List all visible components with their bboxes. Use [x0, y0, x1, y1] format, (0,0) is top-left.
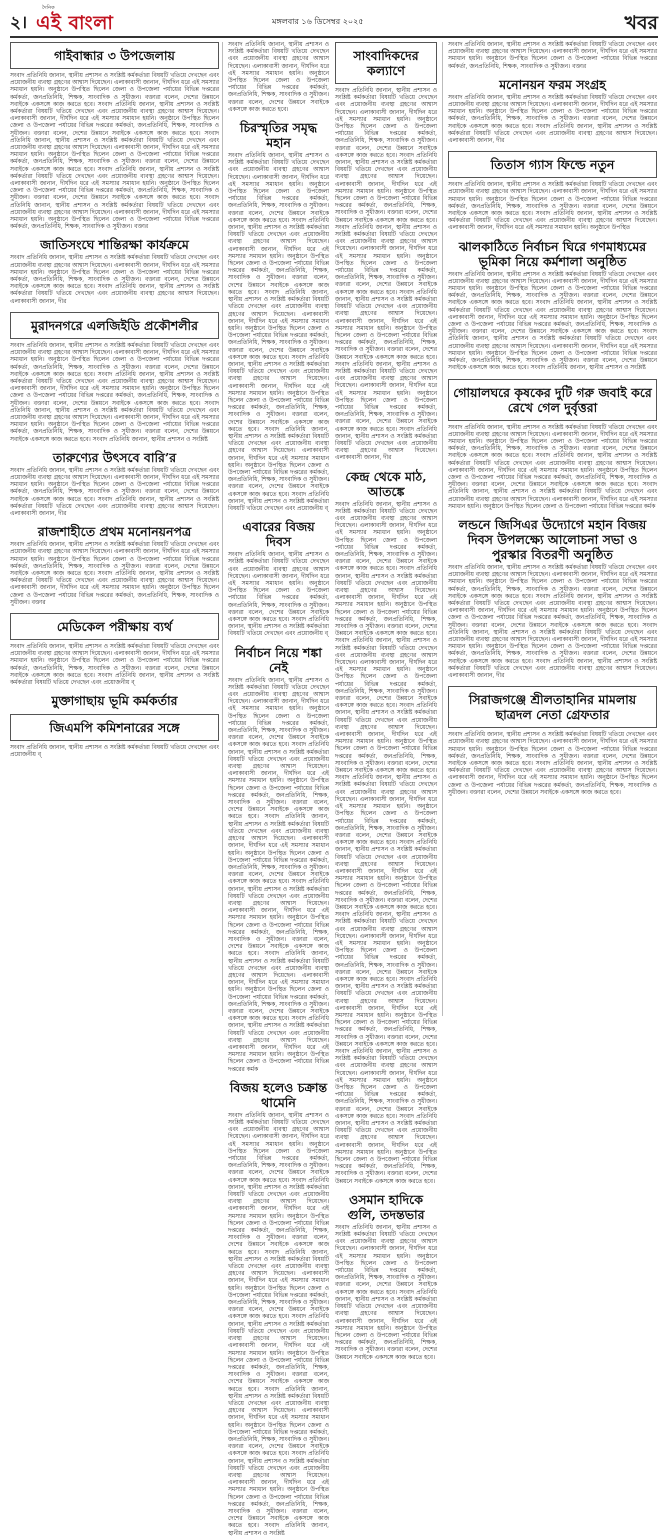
- article-body: সংবাদ প্রতিনিধি জানান, স্থানীয় প্রশাসন ও সংশ্লিষ্ট কর্মকর্তারা বিষয়টি খতিয়ে দেখছেন এবং প্রয়োজনীয় ব্যবস্থা গ্রহণের আশ্বাস দিয়েছেন। এলাকাবাসী জানান, দীর্ঘদিন ধরে এই সমস্যার সমাধান হয়নি। অনুষ্ঠানে উপস্থিত ছিলেন জেলা ও উপজেলা পর্যায়ের বিভিন্ন দপ্তরের কর্মকর্তা, জনপ্রতিনিধি, শিক্ষক, সাংবাদিক ও সুধীজন। বক্তারা বলেন, দেশের উন্নয়নে সবাইকে একসঙ্গে কাজ করতে হবে। সংবাদ প্রতিনিধি জানান, স্থানীয় প্রশাসন ও সংশ্লিষ্ট কর্মকর্তারা বিষয়টি খতিয়ে দেখছেন এবং প্রয়োজনীয় ব্যবস্থা গ্রহণের আশ্বাস দিয়েছেন। এলাকাবাসী জানান, দীর: [10, 467, 219, 517]
- news-article: [448, 686, 657, 797]
- article-headline: গাইবান্ধার ৩ উপজেলায়: [10, 42, 219, 69]
- article-headline: গোয়ালঘরে কৃষকের দুটি গরু জবাই করে রেখে গেল দুর্বৃত্তরা: [448, 379, 657, 421]
- article-body: সংবাদ প্রতিনিধি জানান, স্থানীয় প্রশাসন ও সংশ্লিষ্ট কর্মকর্তারা বিষয়টি খতিয়ে দেখছেন এবং প্রয়োজনীয় ব্যবস্থা গ্রহণের আশ্বাস দিয়েছেন। এলাকাবাসী জানান, দীর্ঘদিন ধরে এই সমস্যার সমাধান হয়নি। অনুষ্ঠানে উপস্থিত ছিলেন জেলা ও উপজেলা পর্যায়ের বিভিন্ন দপ্তরের কর্মকর্তা, জনপ্রতিনিধি, শিক্ষক, সাংবাদিক ও সুধীজন। বক্তারা বলেন, দেশের উন্নয়নে সবাইকে একসঙ্গে কাজ করতে হবে।: [228, 42, 329, 113]
- news-article: [10, 42, 219, 231]
- sub-column-right: [335, 42, 437, 1361]
- news-article: [10, 613, 219, 687]
- news-article: [228, 645, 329, 1074]
- news-article: [10, 524, 219, 607]
- article-headline: নির্বাচন নিয়ে শঙ্কা নেই: [235, 644, 322, 675]
- article-headline: লন্ডনে জিসিএর উদ্যোগে মহান বিজয় দিবস উপলক্ষ্যে আলোচনা সভা ও পুরস্কার বিতরণী অনুষ্ঠিত: [458, 516, 647, 562]
- news-article: [228, 1080, 329, 1538]
- article-headline: তারুণ্যের উৎসবে বারি’র: [52, 449, 177, 465]
- article-headline: কেন্দ্র থেকে মাঠ, আতঙ্কে: [345, 468, 427, 499]
- article-headline: রাজশাহীতে প্রথম মনোনয়নপত্র: [37, 524, 192, 540]
- article-body: সংবাদ প্রতিনিধি জানান, স্থানীয় প্রশাসন ও সংশ্লিষ্ট কর্মকর্তারা বিষয়টি খতিয়ে দেখছেন এবং প্রয়োজনীয় ব্যবস্থা গ্রহণের আশ্বাস দিয়েছেন। এলাকাবাসী জানান, দীর্ঘদিন ধরে এই সমস্যার সমাধান হয়নি। অনুষ্ঠানে উপস্থিত ছিলেন জেলা ও উপজেলা পর্যায়ের বিভিন্ন দপ্তরের কর্মকর্তা, জনপ্রতিনিধি, শিক্ষক, সাংবাদিক ও সুধীজন। বক্তারা বলেন, দেশের উন্নয়নে সবাইকে একসঙ্গে কাজ করতে হবে। সংবাদ প্রতিনিধি জানান, স্থানীয় প্রশাসন ও সংশ্লিষ্ট কর্মকর্তারা বিষয়টি খতিয়ে দেখছেন এবং প্রয়োজনীয় ব্যবস্থা গ্রহণের আশ্বাস দিয়েছেন। এলাকাবাসী জানান, দীর্ঘদিন ধরে এই সমস্যার সমাধান হয়নি। অনুষ্ঠানে উপস্থিত ছিলেন জেলা ও উপজেলা পর্যায়ের বিভিন্ন দপ্তরের কর্মকর্তা, জনপ্রতিনিধি, শিক্ষক, সাংবাদিক ও সুধীজন। বক্তারা বলেন, দেশের উন্নয়নে সবাইকে একসঙ্গে কাজ করতে হবে।: [335, 1224, 437, 1361]
- article-body: সংবাদ প্রতিনিধি জানান, স্থানীয় প্রশাসন ও সংশ্লিষ্ট কর্মকর্তারা বিষয়টি খতিয়ে দেখছেন এবং প্রয়োজনীয় ব্যবস্থা গ্রহণের আশ্বাস দিয়েছেন। এলাকাবাসী জানান, দীর্ঘদিন ধরে এই সমস্যার সমাধান হয়নি। অনুষ্ঠানে উপস্থিত ছিলেন জেলা ও উপজেলা পর্যায়ের বিভিন্ন দপ্তরের কর্মকর্তা, জনপ্রতিনিধি, শিক্ষক, সাংবাদিক ও সুধীজন। বক্তারা বলেন, দেশের উন্নয়নে সবাইকে একসঙ্গে কাজ করতে হবে। সংবাদ প্রতিনিধি জানান, স্থানীয় প্রশাসন ও সংশ্লিষ্ট কর্মকর্তারা বিষয়টি খতিয়ে দেখছেন এবং প্রয়োজনীয় ব্: [228, 552, 329, 638]
- news-article: [228, 519, 329, 638]
- news-article: [228, 42, 329, 114]
- news-article: [448, 517, 657, 680]
- article-headline: তিতাস গ্যাস ফিল্ডে নতুন: [448, 151, 657, 178]
- page-number: ২।: [10, 13, 28, 33]
- masthead: [10, 5, 658, 38]
- article-body: সংবাদ প্রতিনিধি জানান, স্থানীয় প্রশাসন ও সংশ্লিষ্ট কর্মকর্তারা বিষয়টি খতিয়ে দেখছেন এবং প্রয়োজনীয় ব্যবস্থা গ্রহণের আশ্বাস দিয়েছেন। এলাকাবাসী জানান, দীর্ঘদিন ধরে এই সমস্যার সমাধান হয়নি। অনুষ্ঠানে উপস্থিত ছিলেন জেলা ও উপজেলা পর্যায়ের বিভিন্ন দপ্তরের কর্মকর্তা, জনপ্রতিনিধি, শিক্ষক, সাংবাদিক ও সুধীজন। বক্তারা বলেন, দেশের উন্নয়নে সবাইকে একসঙ্গে কাজ করতে হবে। সংবাদ প্রতিনিধি জানান, স্থানীয় প্রশাসন ও সংশ্লিষ্ট কর্মকর্তারা বিষয়টি খতিয়ে দেখছেন এবং প্রয়োজনীয় ব্যবস্থা গ্রহণের আশ্বাস দিয়েছেন। এলাকাবাসী জানান, দীর্ঘদিন ধরে এই সমস্যার সমাধান হয়নি। অনুষ্ঠানে উপস্থিত ছিলেন জেলা ও উপজেলা পর্যায়ের বিভিন্ন দপ্তরের কর্মকর্তা, জনপ্রতিনিধি, শিক্ষক, সাংবাদিক ও সুধীজন। বক্তারা বলেন, দেশের উন্নয়নে সবাইকে একসঙ্গে কাজ করতে হবে। সংবাদ প্রতিনিধি জানান, স্থানীয় প্রশাসন ও সংশ্লিষ্ট কর্মকর্তারা বিষয়টি খতিয়ে দেখছেন এবং প্রয়োজনীয় ব্যবস্থা গ্রহণের আশ্বাস দিয়েছেন। এলাকাবাসী জানান, দীর্ঘদিন ধরে এই সমস্যার সমাধান হয়নি। অনুষ্ঠানে উপস্থিত ছিলেন জেলা ও উপজেলা পর্যায়ের বিভিন্ন দপ্তরের কর্মকর্তা, জনপ্রতিনিধি, শিক্ষক, সাংবাদিক ও সুধীজন। বক্তারা বলেন, দেশের উন্নয়নে সবাইকে একসঙ্গে কাজ করতে হবে। সংবাদ প্রতিনিধি জানান, স্থানীয় প্রশাসন ও সংশ্লিষ্ট কর্মকর্তারা বিষয়টি খতিয়ে দেখছেন এবং প্রয়োজনীয় ব্যবস্থা গ্রহণের আশ্বাস দিয়েছেন। এলাকাবাসী জানান, দীর্ঘদিন ধরে এই সমস্যার সমাধান হয়নি। অনুষ্ঠানে উপস্থিত ছিলেন জেলা ও উপজেলা পর্যায়ের বিভিন্ন দপ্তরের কর্মকর্তা, জনপ্রতিনিধি, শিক্ষক, সাংবাদিক ও সুধীজন। বক্তারা বলেন, দেশের উন্নয়নে সবাইকে একসঙ্গে কাজ করতে হবে। সংবাদ প্রতিনিধি জানান, স্থানীয় প্রশাসন ও সংশ্লিষ্ট কর্মকর্তারা বিষয়টি খতিয়ে দেখছেন এবং প্রয়োজনীয় ব্যবস্থা গ্রহণের আশ্বাস দিয়েছেন। এলাকাবাসী জানান, দীর্ঘদিন ধরে এই সমস্যার সমাধান হয়নি। অনুষ্ঠানে উপস্থিত ছিলেন জেলা ও উপজেলা পর্যায়ের বিভিন্ন দপ্তরের কর্মকর্তা, জনপ্রতিনিধি, শিক্ষক, সাংবাদিক ও সুধীজন। বক্তারা বলেন, দেশের উন্নয়নে সবাইকে একসঙ্গে কাজ করতে হবে। সংবাদ প্রতিনিধি জানান, স্থানীয় প্রশাসন ও সংশ্লিষ্ট কর্মকর্তারা বিষয়টি খতিয়ে দেখছেন এবং প্রয়োজনীয় ব্যবস্থা গ্রহণের আশ্বাস দিয়েছেন। এলাকাবাসী জানান, দীর্ঘদিন ধরে এই সমস্যার সমাধান হয়নি। অনুষ্ঠানে উপস্থিত ছিলেন জেলা ও উপজেলা পর্যায়ের বিভিন্ন দপ্তরের কর্মকর্তা, জনপ্রতিনিধি, শিক্ষক, সাংবাদিক ও সুধীজন। বক্তারা বলেন, দেশের উন্নয়নে সবাইকে একসঙ্গে কাজ করতে হবে। সংবাদ প্রতিনিধি জানান, স্থানীয় প্রশাসন ও সংশ্লিষ্ট: [228, 1112, 329, 1537]
- sub-column-left: [228, 42, 329, 1537]
- article-headline: সিরাজগঞ্জে শ্রীলতাহানির মামলায় ছাত্রদল নেতা গ্রেফতার: [448, 686, 657, 728]
- article-body: সংবাদ প্রতিনিধি জানান, স্থানীয় প্রশাসন ও সংশ্লিষ্ট কর্মকর্তারা বিষয়টি খতিয়ে দেখছেন এবং প্রয়োজনীয় ব্যবস্থা গ্রহণের আশ্বাস দিয়েছেন। এলাকাবাসী জানান, দীর্ঘদিন ধরে এই সমস্যার সমাধান হয়নি। অনুষ্ঠানে উপস্থিত ছিলেন জেলা ও উপজেলা পর্যায়ের বিভিন্ন দপ্তরের কর্মকর্তা, জনপ্রতিনিধি, শিক্ষক, সাংবাদিক ও সুধীজন। বক্তারা বলেন, দেশের উন্নয়নে সবাইকে একসঙ্গে কাজ করতে হবে। সংবাদ প্রতিনিধি জানান, স্থানীয় প্রশাসন ও সংশ্লিষ্ট কর্মকর্তারা বিষয়টি খতিয়ে দেখছেন এবং প্রয়োজনীয় ব্যবস্থা গ্রহণের আশ্বাস দিয়েছেন। এলাকাবাসী জানান, দীর্ঘদিন ধরে এই সমস্যার সমাধান হয়নি। অনুষ্ঠানে উপস্থিত ছিলেন জেলা ও উপজেলা পর্যায়ের বিভিন্ন দপ্তরের কর্মকর্তা, জনপ্রতিনিধি, শিক্ষক, সাংবাদিক ও সুধীজন। বক্তারা বলেন, দেশের উন্নয়নে সবাইকে একসঙ্গে কাজ করতে হবে। সংবাদ প্রতিনিধি জানান, স্থানীয় প্রশাসন ও সংশ্লিষ্ট কর্মকর্তারা বিষয়টি খতিয়ে দেখছেন এবং প্রয়োজনীয় ব্যবস্থা গ্রহণের আশ্বাস দিয়েছেন। এলাকাবাসী জানান, দীর্ঘদিন ধরে এই সমস্যার সমাধান হয়নি। অনুষ্ঠানে উপস্থিত ছিলেন জেলা ও উপজেলা পর্যায়ের বিভিন্ন দপ্তরের কর্মকর্তা, জনপ্রতিনিধি, শিক্ষক, সাংবাদিক ও সুধীজন। বক্তারা বলেন, দেশের উন্নয়নে সবাইকে একসঙ্গে কাজ করতে হবে। সংবাদ প্রতিনিধি জানান, স্থানীয় প্রশাসন ও সংশ্লিষ্ট: [10, 342, 219, 443]
- article-body: সংবাদ প্রতিনিধি জানান, স্থানীয় প্রশাসন ও সংশ্লিষ্ট কর্মকর্তারা বিষয়টি খতিয়ে দেখছেন এবং প্রয়োজনীয় ব্যবস্থা গ্রহণের আশ্বাস দিয়েছেন। এলাকাবাসী জানান, দীর্ঘদিন ধরে এই সমস্যার সমাধান হয়নি। অনুষ্ঠানে উপস্থিত ছিলেন জেলা ও উপজেলা পর্যায়ের বিভিন্ন দপ্তরের কর্মকর্তা, জনপ্রতিনিধি, শিক্ষক, সাংবাদিক ও সুধীজন। বক্তারা বলেন, দেশের উন্নয়নে সবাইকে একসঙ্গে কাজ করতে হবে। সংবাদ প্রতিনিধি জানান, স্থানীয় প্রশাসন ও সংশ্লিষ্ট কর্মকর্তারা বিষয়টি খতিয়ে দেখছেন এবং প্রয়োজনীয় ব্যবস্থা গ্রহণের আশ্বাস দিয়েছেন। এলাকাবাসী জানান, দীর্ঘদিন ধরে এই সমস্যার সমাধান হয়নি। অনুষ্ঠানে উপস্থিত ছিলেন জেলা ও উপজেলা পর্যায়ের বিভিন্ন দপ্তরের কর্মকর্তা, জনপ্রতিনিধি, শিক্ষক, সাংবাদিক ও সুধীজন। বক্তারা বলেন, দেশের উন্নয়নে সবাইকে একসঙ্গে কাজ করতে হবে। সংবাদ প্রতিনিধি জানান, স্থানীয় প্রশাসন ও সংশ্লিষ্ট কর্মকর্তারা বিষয়টি খতিয়ে দেখছেন এবং প্রয়োজনীয় ব্যবস্থা গ্রহণের আশ্বাস দিয়েছেন। এলাকাবাসী জানান, দীর্ঘদিন ধরে এই সমস্যার সমাধান হয়নি। অনুষ্ঠানে উপস্থিত ছিলেন জেলা ও উপজেলা পর্যায়ের বিভিন্ন দপ্তরের কর্মকর্তা, জনপ্রতিনিধি, শিক্ষক, সাংবাদিক ও সুধীজন। বক্তারা বলেন, দেশের উন্নয়নে সবাইকে একসঙ্গে কাজ করতে হবে। সংবাদ প্রতিনিধি জানান, স্থানীয় প্রশাসন ও সংশ্লিষ্ট কর্মকর্তারা বিষয়টি খতিয়ে দেখছেন এবং প্রয়োজনীয় ব্যবস্থা গ্রহণের আশ্বাস দিয়েছেন। এলাকাবাসী জানান, দীর্ঘদিন ধরে এই সমস্যার সমাধান হয়নি। অনুষ্ঠানে উপস্থিত ছিলেন জেলা ও উপজেলা পর্যায়ের বিভিন্ন দপ্তরের কর্মকর্তা, জনপ্রতিনিধি, শিক্ষক, সাংবাদিক ও সুধীজন। বক্তারা বলেন, দেশের উন্নয়নে সবাইকে একসঙ্গে কাজ করতে হবে। সংবাদ প্রতিনিধি জানান, স্থানীয় প্রশাসন ও সংশ্লিষ্ট কর্মকর্তারা বিষয়টি খতিয়ে দেখছেন এবং প্রয়োজনীয় ব্যবস্থা গ্রহণের আশ্বাস দিয়েছেন। এলাকাবাসী জানান, দীর্ঘদিন ধরে এই সমস্যার সমাধান হয়নি। অনুষ্ঠানে উপস্থিত ছিলেন জেলা ও উপজেলা পর্যায়ের বিভিন্ন দপ্তরের কর্মকর্তা, জনপ্রতিনিধি, শিক্ষক, সাংবাদিক ও সুধীজন। বক্তার: [10, 73, 219, 231]
- news-article: [10, 237, 219, 305]
- news-article: [448, 239, 657, 373]
- column-divider: [442, 42, 443, 1016]
- news-article: [10, 693, 219, 708]
- news-article: [228, 120, 329, 513]
- news-article: [335, 1192, 437, 1362]
- article-body: সংবাদ প্রতিনিধি জানান, স্থানীয় প্রশাসন ও সংশ্লিষ্ট কর্মকর্তারা বিষয়টি খতিয়ে দেখছেন এবং প্রয়োজনীয় ব্যবস্থা গ্রহণের আশ্বাস দিয়েছেন। এলাকাবাসী জানান, দীর্ঘদিন ধরে এই সমস্যার সমাধান হয়নি। অনুষ্ঠানে উপস্থিত ছিলেন জেলা ও উপজেলা পর্যায়ের বিভিন্ন দপ্তরের কর্মকর্তা, জনপ্রতিনিধি, শিক্ষক, সাংবাদিক ও সুধীজন। বক্তারা বলেন, দেশের উন্নয়নে সবাইকে একসঙ্গে কাজ করতে হবে। সংবাদ প্রতিনিধি জানান, স্থানীয় প্রশাসন ও সংশ্লিষ্ট কর্মকর্তারা বিষয়টি খতিয়ে দেখছেন এবং প্রয়োজনীয় ব্যবস্থা গ্রহণের আশ্বাস দিয়েছেন। এলাকাবাসী জানান, দীর্ঘদিন ধরে এই সমস্যার সমাধান হয়নি। অনুষ্ঠানে উপস্থিত ছিলেন জেলা ও উপজেলা পর্যায়ের বিভিন্ন দপ্তরের কর্মকর্তা, জনপ্রতিনিধি, শিক্ষক, সাংবাদিক ও সুধীজন। বক্তারা বলেন, দেশের উন্নয়নে সবাইকে একসঙ্গে কাজ করতে হবে। সংবাদ প্রতিনিধি জানান, স্থানীয় প্রশাসন ও সংশ্লিষ্ট কর্মকর্তারা বিষয়টি খতিয়ে দেখছেন এবং প্রয়োজনীয় ব্যবস্থা গ্রহণের আশ্বাস দিয়েছেন। এলাকাবাসী জানান, দীর্ঘদিন ধরে এই সমস্যার সমাধান হয়নি। অনুষ্ঠানে উপস্থিত ছিলেন জেলা ও উপজেলা পর্যায়ের বিভিন্ন দপ্তরের কর্মকর্তা, জনপ্রতিনিধি, শিক্ষক, সাংবাদিক ও সুধীজন। বক্তারা বলেন, দেশের উন্নয়নে সবাইকে একসঙ্গে কাজ করতে হবে। সংবাদ প্রতিনিধি জানান, স্থানীয় প্রশাসন ও সংশ্লিষ্ট কর্মকর্তারা বিষয়টি খতিয়ে দেখছেন এবং প্রয়োজনীয় ব্যবস্থা গ্রহণের আশ্বাস দিয়েছেন। এলাকাবাসী জানান, দীর্ঘদিন ধরে এই সমস্যার সমাধান হয়নি। অনুষ্ঠানে উপস্থিত ছিলেন জেলা ও উপজেলা পর্যায়ের বিভিন্ন দপ্তরের কর্মকর্তা, জনপ্রতিনিধি, শিক্ষক, সাংবাদিক ও সুধীজন। বক্তারা বলেন, দেশের উন্নয়নে সবাইকে একসঙ্গে কাজ করতে হবে। সংবাদ প্রতিনিধি জানান, স্থানীয় প্রশাসন ও সংশ্লিষ্ট কর্মকর্তারা বিষয়টি খতিয়ে দেখছেন এবং প্রয়োজনীয় ব্যবস্থা গ্রহণের আশ্বাস দিয়েছেন। এলাকাবাসী জানান, দীর্ঘদিন ধরে এই সমস্যার সমাধান হয়নি। অনুষ্ঠানে উপস্থিত ছিলেন জেলা ও উপজেলা পর্যায়ের বিভিন্ন দপ্তরের কর্মকর্তা, জনপ্রতিনিধি, শিক্ষক, সাংবাদিক ও সুধীজন। বক্তারা বলেন, দেশের উন্নয়নে সবাইকে একসঙ্গে কাজ করতে হবে। সংবাদ প্রতিনিধি জানান, স্থানীয় প্রশাসন ও সংশ্লিষ্ট কর্মকর্তারা বিষয়টি খতিয়ে দেখছেন এবং প্রয়োজনীয় ব্যবস্থা গ্রহণের আশ্বাস দিয়েছেন। এলাকাবাসী জানান, দীর: [335, 88, 437, 462]
- article-body: সংবাদ প্রতিনিধি জানান, স্থানীয় প্রশাসন ও সংশ্লিষ্ট কর্মকর্তারা বিষয়টি খতিয়ে দেখছেন এবং প্রয়োজনীয় ব্যবস্থা গ্রহণের আশ্বাস দিয়েছেন। এলাকাবাসী জানান, দীর্ঘদিন ধরে এই সমস্যার সমাধান হয়নি। অনুষ্ঠানে উপস্থিত ছিলেন জেলা ও উপজেলা পর্যায়ের বিভিন্ন দপ্তরের কর্মকর্তা, জনপ্রতিনিধি, শিক্ষক, সাংবাদিক ও সুধীজন। বক্তারা বলেন, দেশের উন্নয়নে সবাইকে একসঙ্গে কাজ করতে হবে। সংবাদ প্রতিনিধি জানান, স্থানীয় প্রশাসন ও সংশ্লিষ্ট কর্মকর্তারা বিষয়টি খতিয়ে দেখছেন এবং প্রয়োজনীয় ব্যবস্থা গ্রহণের আশ্বাস দিয়েছেন। এলাকাবাসী জানান, দীর্ঘদিন ধরে এই সমস্যার সমাধান হয়নি। অনুষ্ঠানে উপস্থিত ছিলেন জেলা ও উপজেলা পর্যায়ের বিভিন্ন দপ্তরের কর্মকর্তা, জনপ্রতিনিধি, শিক্ষক, সাংবাদিক ও সুধীজন। বক্তারা বলেন, দেশের উন্নয়নে সবাইকে একসঙ্গে কাজ করতে হবে। সংবাদ প্রতিনিধি জানান, স্থানীয় প্রশাসন ও সংশ্লিষ্ট কর্মকর্তারা বিষয়টি খতিয়ে দেখছেন এবং প্রয়োজনীয় ব্যবস্থা গ্রহণের আশ্বাস দিয়েছেন। এলাকাবাসী জানান, দীর্ঘদিন ধরে এই সমস্যার সমাধান হয়নি। অনুষ্ঠানে উপস্থিত ছিলেন জেলা ও উপজেলা পর্যায়ের বিভিন্ন দপ্তরের কর্মক: [448, 424, 657, 510]
- article-body: সংবাদ প্রতিনিধি জানান, স্থানীয় প্রশাসন ও সংশ্লিষ্ট কর্মকর্তারা বিষয়টি খতিয়ে দেখছেন এবং প্রয়োজনীয় ব্যবস্থা গ্রহণের আশ্বাস দিয়েছেন। এলাকাবাসী জানান, দীর্ঘদিন ধরে এই সমস্যার সমাধান হয়নি। অনুষ্ঠানে উপস্থিত ছিলেন জেলা ও উপজেলা পর্যায়ের বিভিন্ন দপ্তরের কর্মকর্তা, জনপ্রতিনিধি, শিক্ষক, সাংবাদিক ও সুধীজন। বক্তারা বলেন, দেশের উন্নয়নে সবাইকে একসঙ্গে কাজ করতে হবে। সংবাদ প্রতিনিধি জানান, স্থানীয় প্রশাসন ও সংশ্লিষ্ট কর্মকর্তারা বিষয়টি খতিয়ে দেখছেন এবং প্রয়োজনীয় ব্যবস্থা গ্রহণের আশ্বাস দিয়েছেন। এলাকাবাসী জানান, দীর্ঘদিন ধরে এই সমস্যার সমাধান হয়নি। অনুষ্ঠানে উপস্থিত ছিলেন জেলা ও উপজেলা পর্যায়ের বিভিন্ন দপ্তরের কর্মকর্তা, জনপ্রতিনিধি, শিক্ষক, সাংবাদিক ও সুধীজন। বক্তারা বলেন, দেশের উন্নয়নে সবাইকে একসঙ্গে কাজ করতে হবে।: [448, 732, 657, 796]
- article-headline: বিজয় হলেও চক্রান্ত থামেনি: [229, 1079, 328, 1110]
- article-headline: মেডিকেল পরীক্ষায় ব্যর্থ: [10, 613, 219, 640]
- column-1: [10, 42, 219, 1018]
- article-headline: মুক্তাগাছায় ভূমি কর্মকর্তার: [51, 693, 178, 709]
- article-body: সংবাদ প্রতিনিধি জানান, স্থানীয় প্রশাসন ও সংশ্লিষ্ট কর্মকর্তারা বিষয়টি খতিয়ে দেখছেন এবং প্রয়োজনীয় ব্যবস্থা গ্রহণের আশ্বাস দিয়েছেন। এলাকাবাসী জানান, দীর্ঘদিন ধরে এই সমস্যার সমাধান হয়নি। অনুষ্ঠানে উপস্থিত ছিলেন জেলা ও উপজেলা পর্যায়ের বিভিন্ন দপ্তরের কর্মকর্তা, জনপ্রতিনিধি, শিক্ষক, সাংবাদিক ও সুধীজন। বক্তারা বলেন, দেশের উন্নয়নে সবাইকে একসঙ্গে কাজ করতে হবে। সংবাদ প্রতিনিধি জানান, স্থানীয় প্রশাসন ও সংশ্লিষ্ট কর্মকর্তারা বিষয়টি খতিয়ে দেখছেন এবং প্রয়োজনীয় ব্যবস্থা গ্রহণের আশ্বাস দিয়েছেন। এলাকাবাসী জানান, দীর: [10, 255, 219, 305]
- news-article: [335, 469, 437, 1186]
- article-headline: মুরাদনগরে এলজিইডি প্রকৌশলীর: [10, 312, 219, 339]
- article-body: সংবাদ প্রতিনিধি জানান, স্থানীয় প্রশাসন ও সংশ্লিষ্ট কর্মকর্তারা বিষয়টি খতিয়ে দেখছেন এবং প্রয়োজনীয় ব্যবস্থা গ্রহণের আশ্বাস দিয়েছেন। এলাকাবাসী জানান, দীর্ঘদিন ধরে এই সমস্যার সমাধান হয়নি। অনুষ্ঠানে উপস্থিত ছিলেন জেলা ও উপজেলা পর্যায়ের বিভিন্ন দপ্তরের কর্মকর্তা, জনপ্রতিনিধি, শিক্ষক, সাংবাদিক ও সুধীজন। বক্তারা বলেন, দেশের উন্নয়নে সবাইকে একসঙ্গে কাজ করতে হবে। সংবাদ প্রতিনিধি জানান, স্থানীয় প্রশাসন ও সংশ্লিষ্ট কর্মকর্তারা বিষয়টি খতিয়ে দেখছেন এবং প্রয়োজনীয় ব্যবস্থা গ্রহণের আশ্বাস দিয়েছেন। এলাকাবাসী জানান, দীর্ঘদিন ধরে এই সমস্যার সমাধান হয়নি। অনুষ্ঠানে উপস্থিত ছিলেন জেলা ও উপজেলা পর্যায়ের বিভিন্ন দপ্তরের কর্মকর্তা, জনপ্রতিনিধি, শিক্ষক, সাংবাদিক ও সুধীজন। বক্তারা বলেন, দেশের উন্নয়নে সবাইকে একসঙ্গে কাজ করতে হবে। সংবাদ প্রতিনিধি জানান, স্থানীয় প্রশাসন ও সংশ্লিষ্ট কর্মকর্তারা বিষয়টি খতিয়ে দেখছেন এবং প্রয়োজনীয় ব্যবস্থা গ্রহণের আশ্বাস দিয়েছেন। এলাকাবাসী জানান, দীর্ঘদিন ধরে এই সমস্যার সমাধান হয়নি। অনুষ্ঠানে উপস্থিত ছিলেন জেলা ও উপজেলা পর্যায়ের বিভিন্ন দপ্তরের কর্মকর্তা, জনপ্রতিনিধি, শিক্ষক, সাংবাদিক ও সুধীজন। বক্তারা বলেন, দেশের উন্নয়নে সবাইকে একসঙ্গে কাজ করতে হবে। সংবাদ প্রতিনিধি জানান, স্থানীয় প্রশাসন ও সংশ্লিষ্ট: [448, 271, 657, 372]
- column-divider: [222, 42, 223, 1016]
- news-article: [10, 312, 219, 444]
- issue-date: মঙ্গলবার ১৬ ডিসেম্বর ২০২৫: [272, 17, 364, 26]
- article-body: সংবাদ প্রতিনিধি জানান, স্থানীয় প্রশাসন ও সংশ্লিষ্ট কর্মকর্তারা বিষয়টি খতিয়ে দেখছেন এবং প্রয়োজনীয় ব্যবস্থা গ্রহণের আশ্বাস দিয়েছেন। এলাকাবাসী জানান, দীর্ঘদিন ধরে এই সমস্যার সমাধান হয়নি। অনুষ্ঠানে উপস্থিত ছিলেন জেলা ও উপজেলা পর্যায়ের বিভিন্ন দপ্তরের কর্মকর্তা, জনপ্রতিনিধি, শিক্ষক, সাংবাদিক ও সুধীজন। বক্তারা বলেন, দেশের উন্নয়নে সবাইকে একসঙ্গে কাজ করতে হবে। সংবাদ প্রতিনিধি জানান, স্থানীয় প্রশাসন ও সংশ্লিষ্ট কর্মকর্তারা বিষয়টি খতিয়ে দেখছেন এবং প্রয়োজনীয় ব্যবস্থা গ্রহণের আশ্বাস দিয়েছেন। এলাকাবাসী জানান, দীর্ঘদিন ধরে এই সমস্যার সমাধান হয়নি। অনুষ্ঠানে উপস্থিত ছিলেন জেলা ও উপজেলা পর্যায়ের বিভিন্ন দপ্তরের কর্মকর্তা, জনপ্রতিনিধি, শিক্ষক, সাংবাদিক ও সুধীজন। বক্তারা বলেন, দেশের উন্নয়নে সবাইকে একসঙ্গে কাজ করতে হবে। সংবাদ প্রতিনিধি জানান, স্থানীয় প্রশাসন ও সংশ্লিষ্ট কর্মকর্তারা বিষয়টি খতিয়ে দেখছেন এবং প্রয়োজনীয় ব্যবস্থা গ্রহণের আশ্বাস দিয়েছেন। এলাকাবাসী জানান, দীর্ঘদিন ধরে এই সমস্যার সমাধান হয়নি। অনুষ্ঠানে উপস্থিত ছিলেন জেলা ও উপজেলা পর্যায়ের বিভিন্ন দপ্তরের কর্মকর্তা, জনপ্রতিনিধি, শিক্ষক, সাংবাদিক ও সুধীজন। বক্তারা বলেন, দেশের উন্নয়নে সবাইকে একসঙ্গে কাজ করতে হবে। সংবাদ প্রতিনিধি জানান, স্থানীয় প্রশাসন ও সংশ্লিষ্ট কর্মকর্তারা বিষয়টি খতিয়ে দেখছেন এবং প্রয়োজনীয় ব্যবস্থা গ্রহণের আশ্বাস দিয়েছেন। এলাকাবাসী জানান, দীর: [448, 564, 657, 679]
- article-headline: ঝালকাঠিতে নির্বাচন ঘিরে গণমাধ্যমের ভূমিকা নিয়ে কর্মশালা অনুষ্ঠিত: [458, 238, 647, 269]
- brand-prefix: দৈনিক: [42, 5, 55, 11]
- article-headline: চিরস্মৃতির সমৃদ্ধ মহান: [239, 120, 318, 151]
- news-article: [448, 379, 657, 511]
- article-body: সংবাদ প্রতিনিধি জানান, স্থানীয় প্রশাসন ও সংশ্লিষ্ট কর্মকর্তারা বিষয়টি খতিয়ে দেখছেন এবং প্রয়োজনীয় ব্যবস্থা গ্রহণের আশ্বাস দিয়েছেন। এলাকাবাসী জানান, দীর্ঘদিন ধরে এই সমস্যার সমাধান হয়নি। অনুষ্ঠানে উপস্থিত ছিলেন জেলা ও উপজেলা পর্যায়ের বিভিন্ন দপ্তরের কর্মকর্তা, জনপ্রতিনিধি, শিক্ষক, সাংবাদিক ও সুধীজন। বক্তারা বলেন, দেশের উন্নয়নে সবাইকে একসঙ্গে কাজ করতে হবে। সংবাদ প্রতিনিধি জানান, স্থানীয় প্রশাসন ও সংশ্লিষ্ট কর্মকর্তারা বিষয়টি খতিয়ে দেখছেন এবং প্রয়োজনীয় ব্যবস্থা গ্রহণের আশ্বাস দিয়েছেন। এলাকাবাসী জানান, দীর্ঘদিন ধরে এই সমস্যার সমাধান হয়নি। অনুষ্ঠানে উপস্থিত ছিলেন জেলা ও উপজেলা পর্যায়ের বিভিন্ন দপ্তরের কর্মকর্তা, জনপ্রতিনিধি, শিক্ষক, সাংবাদিক ও সুধীজন। বক্তারা বলেন, দেশের উন্নয়নে সবাইকে একসঙ্গে কাজ করতে হবে। সংবাদ প্রতিনিধি জানান, স্থানীয় প্রশাসন ও সংশ্লিষ্ট কর্মকর্তারা বিষয়টি খতিয়ে দেখছেন এবং প্রয়োজনীয় ব্যবস্থা গ্রহণের আশ্বাস দিয়েছেন। এলাকাবাসী জানান, দীর্ঘদিন ধরে এই সমস্যার সমাধান হয়নি। অনুষ্ঠানে উপস্থিত ছিলেন জেলা ও উপজেলা পর্যায়ের বিভিন্ন দপ্তরের কর্মকর্তা, জনপ্রতিনিধি, শিক্ষক, সাংবাদিক ও সুধীজন। বক্তারা বলেন, দেশের উন্নয়নে সবাইকে একসঙ্গে কাজ করতে হবে। সংবাদ প্রতিনিধি জানান, স্থানীয় প্রশাসন ও সংশ্লিষ্ট কর্মকর্তারা বিষয়টি খতিয়ে দেখছেন এবং প্রয়োজনীয় ব্যবস্থা গ্রহণের আশ্বাস দিয়েছেন। এলাকাবাসী জানান, দীর্ঘদিন ধরে এই সমস্যার সমাধান হয়নি। অনুষ্ঠানে উপস্থিত ছিলেন জেলা ও উপজেলা পর্যায়ের বিভিন্ন দপ্তরের কর্মকর্তা, জনপ্রতিনিধি, শিক্ষক, সাংবাদিক ও সুধীজন। বক্তারা বলেন, দেশের উন্নয়নে সবাইকে একসঙ্গে কাজ করতে হবে। সংবাদ প্রতিনিধি জানান, স্থানীয় প্রশাসন ও সংশ্লিষ্ট কর্মকর্তারা বিষয়টি খতিয়ে দেখছেন এবং প্রয়োজনীয় ব্যবস্থা গ্রহণের আশ্বাস দিয়েছেন। এলাকাবাসী জানান, দীর্ঘদিন ধরে এই সমস্যার সমাধান হয়নি। অনুষ্ঠানে উপস্থিত ছিলেন জেলা ও উপজেলা পর্যায়ের বিভিন্ন দপ্তরের কর্মকর্তা, জনপ্রতিনিধি, শিক্ষক, সাংবাদিক ও সুধীজন। বক্তারা বলেন, দেশের উন্নয়নে সবাইকে একসঙ্গে কাজ করতে হবে। সংবাদ প্রতিনিধি জানান, স্থানীয় প্রশাসন ও সংশ্লিষ্ট কর্মকর্তারা বিষয়টি খতিয়ে দেখছেন এবং প্রয়োজনীয় ব্যবস্থা গ্রহণের আশ্বাস দিয়েছেন। এলাকাবাসী জানান, দীর্ঘদিন ধরে এই সমস্যার সমাধান হয়নি। অনুষ্ঠানে উপস্থিত ছিলেন জেলা ও উপজেলা পর্যায়ের বিভিন্ন দপ্তরের কর্মকর্তা, জনপ্রতিনিধি, শিক্ষক, সাংবাদিক ও সুধীজন। বক্তারা বলেন, দেশের উন্নয়নে সবাইকে একসঙ্গে কাজ করতে হবে। সংবাদ প্রতিনিধি জানান, স্থানীয় প্রশাসন ও সংশ্লিষ্ট কর্মকর্তারা বিষয়টি খতিয়ে দেখছেন এবং প্রয়োজনীয় ব্যবস্থা গ্রহণের আশ্বাস দিয়েছেন। এলাকাবাসী জানান, দীর্ঘদিন ধরে এই সমস্যার সমাধান হয়নি। অনুষ্ঠানে উপস্থিত ছিলেন জেলা ও উপজেলা পর্যায়ের বিভিন্ন দপ্তরের কর্মকর্তা, জনপ্রতিনিধি, শিক্ষক, সাংবাদিক ও সুধীজন। বক্তারা বলেন, দেশের উন্নয়নে সবাইকে একসঙ্গে কাজ করতে হবে। সংবাদ প্রতিনিধি জানান, স্থানীয় প্রশাসন ও সংশ্লিষ্ট কর্মকর্তারা বিষয়টি খতিয়ে দেখছেন এবং প্রয়োজনীয় ব্যবস্থা গ্রহণের আশ্বাস দিয়েছেন। এলাকাবাসী জানান, দীর্ঘদিন ধরে এই সমস্যার সমাধান হয়নি। অনুষ্ঠানে উপস্থিত ছিলেন জেলা ও উপজেলা পর্যায়ের বিভিন্ন দপ্তরের কর্মকর্তা, জনপ্রতিনিধি, শিক্ষক, সাংবাদিক ও সুধীজন। বক্তারা বলেন, দেশের উন্নয়নে সবাইকে একসঙ্গে কাজ করতে হবে। সংবাদ প্রতিনিধি জানান, স্থানীয় প্রশাসন ও সংশ্লিষ্ট কর্মকর্তারা বিষয়টি খতিয়ে দেখছেন এবং প্রয়োজনীয় ব্যবস্থা গ্রহণের আশ্বাস দিয়েছেন। এলাকাবাসী জানান, দীর্ঘদিন ধরে এই সমস্যার সমাধান হয়নি। অনুষ্ঠানে উপস্থিত ছিলেন জেলা ও উপজেলা পর্যায়ের বিভিন্ন দপ্তরের কর্মকর্তা, জনপ্রতিনিধি, শিক্ষক, সাংবাদিক ও সুধীজন। বক্তারা বলেন, দেশের উন্নয়নে সবাইকে একসঙ্গে কাজ করতে হবে। সংবাদ প্রতিনিধি জানান, স্থানীয় প্রশাসন ও সংশ্লিষ্ট কর্মকর্তারা বিষয়টি খতিয়ে দেখছেন এবং প্রয়োজনীয় ব্যবস্থা গ্রহণের আশ্বাস দিয়েছেন। এলাকাবাসী জানান, দীর্ঘদিন ধরে এই সমস্যার সমাধান হয়নি। অনুষ্ঠানে উপস্থিত ছিলেন জেলা ও উপজেলা পর্যায়ের বিভিন্ন দপ্তরের কর্মকর্তা, জনপ্রতিনিধি, শিক্ষক, সাংবাদিক ও সুধীজন। বক্তারা বলেন, দেশের উন্নয়নে সবাইকে একসঙ্গে কাজ করতে হবে।: [335, 501, 437, 1185]
- article-body: সংবাদ প্রতিনিধি জানান, স্থানীয় প্রশাসন ও সংশ্লিষ্ট কর্মকর্তারা বিষয়টি খতিয়ে দেখছেন এবং প্রয়োজনীয় ব্যবস্থা গ্রহণের আশ্বাস দিয়েছেন। এলাকাবাসী জানান, দীর্ঘদিন ধরে এই সমস্যার সমাধান হয়নি। অনুষ্ঠানে উপস্থিত ছিলেন জেলা ও উপজেলা পর্যায়ের বিভিন্ন দপ্তরের কর্মকর্তা, জনপ্রতিনিধি, শিক্ষক, সাংবাদিক ও সুধীজন। বক্তার: [448, 42, 657, 70]
- news-article: [448, 151, 657, 232]
- article-headline: জাতিসংঘে শান্তিরক্ষা কার্যক্রমে: [40, 237, 189, 253]
- article-body: সংবাদ প্রতিনিধি জানান, স্থানীয় প্রশাসন ও সংশ্লিষ্ট কর্মকর্তারা বিষয়টি খতিয়ে দেখছেন এবং প্রয়োজনীয় ব্যবস্থা গ্রহণের আশ্বাস দিয়েছেন। এলাকাবাসী জানান, দীর্ঘদিন ধরে এই সমস্যার সমাধান হয়নি। অনুষ্ঠানে উপস্থিত ছিলেন জেলা ও উপজেলা পর্যায়ের বিভিন্ন দপ্তরের কর্মকর্তা, জনপ্রতিনিধি, শিক্ষক, সাংবাদিক ও সুধীজন। বক্তারা বলেন, দেশের উন্নয়নে সবাইকে একসঙ্গে কাজ করতে হবে। সংবাদ প্রতিনিধি জানান, স্থানীয় প্রশাসন ও সংশ্লিষ্ট কর্মকর্তারা বিষয়টি খতিয়ে দেখছেন এবং প্রয়োজনীয় ব্: [10, 643, 219, 686]
- section-title: খবর: [624, 12, 658, 34]
- column-2: [228, 42, 437, 1537]
- news-article: [335, 42, 437, 463]
- article-body: সংবাদ প্রতিনিধি জানান, স্থানীয় প্রশাসন ও সংশ্লিষ্ট কর্মকর্তারা বিষয়টি খতিয়ে দেখছেন এবং প্রয়োজনীয় ব্যবস্থা গ্রহণের আশ্বাস দিয়েছেন। এলাকাবাসী জানান, দীর্ঘদিন ধরে এই সমস্যার সমাধান হয়নি। অনুষ্ঠানে উপস্থিত ছিলেন জেলা ও উপজেলা পর্যায়ের বিভিন্ন দপ্তরের কর্মকর্তা, জনপ্রতিনিধি, শিক্ষক, সাংবাদিক ও সুধীজন। বক্তারা বলেন, দেশের উন্নয়নে সবাইকে একসঙ্গে কাজ করতে হবে। সংবাদ প্রতিনিধি জানান, স্থানীয় প্রশাসন ও সংশ্লিষ্ট কর্মকর্তারা বিষয়টি খতিয়ে দেখছেন এবং প্রয়োজনীয় ব্যবস্থা গ্রহণের আশ্বাস দিয়েছেন। এলাকাবাসী জানান, দীর্ঘদিন ধরে এই সমস্যার সমাধান হয়নি। অনুষ্ঠানে উপস্থিত ছিলেন জেলা ও উপজেলা পর্যায়ের বিভিন্ন দপ্তরের কর্মকর্তা, জনপ্রতিনিধি, শিক্ষক, সাংবাদিক ও সুধীজন। বক্তার: [10, 542, 219, 606]
- article-headline: মনোনয়ন ফরম সংগ্রহ: [499, 76, 606, 92]
- news-article: [448, 42, 657, 71]
- article-headline: সাংবাদিকদের কল্যাণে: [335, 42, 437, 84]
- news-article: [10, 450, 219, 518]
- news-article: [10, 714, 219, 759]
- column-3: [448, 42, 657, 1018]
- article-body: সংবাদ প্রতিনিধি জানান, স্থানীয় প্রশাসন ও সংশ্লিষ্ট কর্মকর্তারা বিষয়টি খতিয়ে দেখছেন এবং প্রয়োজনীয় ব্যবস্থা গ্রহণের আশ্বাস দিয়েছেন। এলাকাবাসী জানান, দীর্ঘদিন ধরে এই সমস্যার সমাধান হয়নি। অনুষ্ঠানে উপস্থিত ছিলেন জেলা ও উপজেলা পর্যায়ের বিভিন্ন দপ্তরের কর্মকর্তা, জনপ্রতিনিধি, শিক্ষক, সাংবাদিক ও সুধীজন। বক্তারা বলেন, দেশের উন্নয়নে সবাইকে একসঙ্গে কাজ করতে হবে। সংবাদ প্রতিনিধি জানান, স্থানীয় প্রশাসন ও সংশ্লিষ্ট কর্মকর্তারা বিষয়টি খতিয়ে দেখছেন এবং প্রয়োজনীয় ব্যবস্থা গ্রহণের আশ্বাস দিয়েছেন। এলাকাবাসী জানান, দীর্ঘদিন ধরে এই সমস্যার সমাধান হয়নি। অনুষ্ঠানে উপস্থিত ছিলেন জেলা ও উপজেলা পর্যায়ের বিভিন্ন দপ্তরের কর্মকর্তা, জনপ্রতিনিধি, শিক্ষক, সাংবাদিক ও সুধীজন। বক্তারা বলেন, দেশের উন্নয়নে সবাইকে একসঙ্গে কাজ করতে হবে। সংবাদ প্রতিনিধি জানান, স্থানীয় প্রশাসন ও সংশ্লিষ্ট কর্মকর্তারা বিষয়টি খতিয়ে দেখছেন এবং প্রয়োজনীয় ব্যবস্থা গ্রহণের আশ্বাস দিয়েছেন। এলাকাবাসী জানান, দীর্ঘদিন ধরে এই সমস্যার সমাধান হয়নি। অনুষ্ঠানে উপস্থিত ছিলেন জেলা ও উপজেলা পর্যায়ের বিভিন্ন দপ্তরের কর্মকর্তা, জনপ্রতিনিধি, শিক্ষক, সাংবাদিক ও সুধীজন। বক্তারা বলেন, দেশের উন্নয়নে সবাইকে একসঙ্গে কাজ করতে হবে। সংবাদ প্রতিনিধি জানান, স্থানীয় প্রশাসন ও সংশ্লিষ্ট কর্মকর্তারা বিষয়টি খতিয়ে দেখছেন এবং প্রয়োজনীয় ব্যবস্থা গ্রহণের আশ্বাস দিয়েছেন। এলাকাবাসী জানান, দীর্ঘদিন ধরে এই সমস্যার সমাধান হয়নি। অনুষ্ঠানে উপস্থিত ছিলেন জেলা ও উপজেলা পর্যায়ের বিভিন্ন দপ্তরের কর্মকর্তা, জনপ্রতিনিধি, শিক্ষক, সাংবাদিক ও সুধীজন। বক্তারা বলেন, দেশের উন্নয়নে সবাইকে একসঙ্গে কাজ করতে হবে। সংবাদ প্রতিনিধি জানান, স্থানীয় প্রশাসন ও সংশ্লিষ্ট কর্মকর্তারা বিষয়টি খতিয়ে দেখছেন এবং প্রয়োজনীয় ব্যবস্থা গ্রহণের আশ্বাস দিয়েছেন। এলাকাবাসী জানান, দীর্ঘদিন ধরে এই সমস্যার সমাধান হয়নি। অনুষ্ঠানে উপস্থিত ছিলেন জেলা ও উপজেলা পর্যায়ের বিভিন্ন দপ্তরের কর্মকর্তা, জনপ্রতিনিধি, শিক্ষক, সাংবাদিক ও সুধীজন। বক্তারা বলেন, দেশের উন্নয়নে সবাইকে একসঙ্গে কাজ করতে হবে। সংবাদ প্রতিনিধি জানান, স্থানীয় প্রশাসন ও সংশ্লিষ্ট কর্মকর্তারা বিষয়টি খতিয়ে দেখছেন এবং প্রয়োজনীয় ব্: [228, 153, 329, 512]
- newspaper-logo: এই বাংলা: [36, 12, 114, 34]
- article-headline: এবারের বিজয় দিবস: [242, 519, 315, 550]
- article-body: সংবাদ প্রতিনিধি জানান, স্থানীয় প্রশাসন ও সংশ্লিষ্ট কর্মকর্তারা বিষয়টি খতিয়ে দেখছেন এবং প্রয়োজনীয় ব্যবস্থা গ্রহণের আশ্বাস দিয়েছেন। এলাকাবাসী জানান, দীর্ঘদিন ধরে এই সমস্যার সমাধান হয়নি। অনুষ্ঠানে উপস্থিত ছিলেন জেলা ও উপজেলা পর্যায়ের বিভিন্ন দপ্তরের কর্মকর্তা, জনপ্রতিনিধি, শিক্ষক, সাংবাদিক ও সুধীজন। বক্তারা বলেন, দেশের উন্নয়নে সবাইকে একসঙ্গে কাজ করতে হবে। সংবাদ প্রতিনিধি জানান, স্থানীয় প্রশাসন ও সংশ্লিষ্ট কর্মকর্তারা বিষয়টি খতিয়ে দেখছেন এবং প্রয়োজনীয় ব্যবস্থা গ্রহণের আশ্বাস দিয়েছেন। এলাকাবাসী জানান, দীর্ঘদিন ধরে এই সমস্যার সমাধান হয়নি। অনুষ্ঠানে উপস্থিত: [448, 182, 657, 232]
- article-body: সংবাদ প্রতিনিধি জানান, স্থানীয় প্রশাসন ও সংশ্লিষ্ট কর্মকর্তারা বিষয়টি খতিয়ে দেখছেন এবং প্রয়োজনীয় ব্যবস্থা গ্রহণের আশ্বাস দিয়েছেন। এলাকাবাসী জানান, দীর্ঘদিন ধরে এই সমস্যার সমাধান হয়নি। অনুষ্ঠানে উপস্থিত ছিলেন জেলা ও উপজেলা পর্যায়ের বিভিন্ন দপ্তরের কর্মকর্তা, জনপ্রতিনিধি, শিক্ষক, সাংবাদিক ও সুধীজন। বক্তারা বলেন, দেশের উন্নয়নে সবাইকে একসঙ্গে কাজ করতে হবে। সংবাদ প্রতিনিধি জানান, স্থানীয় প্রশাসন ও সংশ্লিষ্ট কর্মকর্তারা বিষয়টি খতিয়ে দেখছেন এবং প্রয়োজনীয় ব্যবস্থা গ্রহণের আশ্বাস দিয়েছেন। এলাকাবাসী জানান, দীর: [448, 94, 657, 145]
- article-body: সংবাদ প্রতিনিধি জানান, স্থানীয় প্রশাসন ও সংশ্লিষ্ট কর্মকর্তারা বিষয়টি খতিয়ে দেখছেন এবং প্রয়োজনীয় ব্: [10, 745, 219, 759]
- article-headline: ওসমান হাদিকে গুলি, তদন্তভার: [347, 1191, 425, 1222]
- article-headline: জিএমপি কমিশনারের সঙ্গে: [10, 714, 219, 741]
- article-body: সংবাদ প্রতিনিধি জানান, স্থানীয় প্রশাসন ও সংশ্লিষ্ট কর্মকর্তারা বিষয়টি খতিয়ে দেখছেন এবং প্রয়োজনীয় ব্যবস্থা গ্রহণের আশ্বাস দিয়েছেন। এলাকাবাসী জানান, দীর্ঘদিন ধরে এই সমস্যার সমাধান হয়নি। অনুষ্ঠানে উপস্থিত ছিলেন জেলা ও উপজেলা পর্যায়ের বিভিন্ন দপ্তরের কর্মকর্তা, জনপ্রতিনিধি, শিক্ষক, সাংবাদিক ও সুধীজন। বক্তারা বলেন, দেশের উন্নয়নে সবাইকে একসঙ্গে কাজ করতে হবে। সংবাদ প্রতিনিধি জানান, স্থানীয় প্রশাসন ও সংশ্লিষ্ট কর্মকর্তারা বিষয়টি খতিয়ে দেখছেন এবং প্রয়োজনীয় ব্যবস্থা গ্রহণের আশ্বাস দিয়েছেন। এলাকাবাসী জানান, দীর্ঘদিন ধরে এই সমস্যার সমাধান হয়নি। অনুষ্ঠানে উপস্থিত ছিলেন জেলা ও উপজেলা পর্যায়ের বিভিন্ন দপ্তরের কর্মকর্তা, জনপ্রতিনিধি, শিক্ষক, সাংবাদিক ও সুধীজন। বক্তারা বলেন, দেশের উন্নয়নে সবাইকে একসঙ্গে কাজ করতে হবে। সংবাদ প্রতিনিধি জানান, স্থানীয় প্রশাসন ও সংশ্লিষ্ট কর্মকর্তারা বিষয়টি খতিয়ে দেখছেন এবং প্রয়োজনীয় ব্যবস্থা গ্রহণের আশ্বাস দিয়েছেন। এলাকাবাসী জানান, দীর্ঘদিন ধরে এই সমস্যার সমাধান হয়নি। অনুষ্ঠানে উপস্থিত ছিলেন জেলা ও উপজেলা পর্যায়ের বিভিন্ন দপ্তরের কর্মকর্তা, জনপ্রতিনিধি, শিক্ষক, সাংবাদিক ও সুধীজন। বক্তারা বলেন, দেশের উন্নয়নে সবাইকে একসঙ্গে কাজ করতে হবে। সংবাদ প্রতিনিধি জানান, স্থানীয় প্রশাসন ও সংশ্লিষ্ট কর্মকর্তারা বিষয়টি খতিয়ে দেখছেন এবং প্রয়োজনীয় ব্যবস্থা গ্রহণের আশ্বাস দিয়েছেন। এলাকাবাসী জানান, দীর্ঘদিন ধরে এই সমস্যার সমাধান হয়নি। অনুষ্ঠানে উপস্থিত ছিলেন জেলা ও উপজেলা পর্যায়ের বিভিন্ন দপ্তরের কর্মকর্তা, জনপ্রতিনিধি, শিক্ষক, সাংবাদিক ও সুধীজন। বক্তারা বলেন, দেশের উন্নয়নে সবাইকে একসঙ্গে কাজ করতে হবে। সংবাদ প্রতিনিধি জানান, স্থানীয় প্রশাসন ও সংশ্লিষ্ট কর্মকর্তারা বিষয়টি খতিয়ে দেখছেন এবং প্রয়োজনীয় ব্যবস্থা গ্রহণের আশ্বাস দিয়েছেন। এলাকাবাসী জানান, দীর্ঘদিন ধরে এই সমস্যার সমাধান হয়নি। অনুষ্ঠানে উপস্থিত ছিলেন জেলা ও উপজেলা পর্যায়ের বিভিন্ন দপ্তরের কর্মকর্তা, জনপ্রতিনিধি, শিক্ষক, সাংবাদিক ও সুধীজন। বক্তারা বলেন, দেশের উন্নয়নে সবাইকে একসঙ্গে কাজ করতে হবে। সংবাদ প্রতিনিধি জানান, স্থানীয় প্রশাসন ও সংশ্লিষ্ট কর্মকর্তারা বিষয়টি খতিয়ে দেখছেন এবং প্রয়োজনীয় ব্যবস্থা গ্রহণের আশ্বাস দিয়েছেন। এলাকাবাসী জানান, দীর্ঘদিন ধরে এই সমস্যার সমাধান হয়নি। অনুষ্ঠানে উপস্থিত ছিলেন জেলা ও উপজেলা পর্যায়ের বিভিন্ন দপ্তরের কর্মক: [228, 677, 329, 1073]
- news-article: [448, 77, 657, 145]
